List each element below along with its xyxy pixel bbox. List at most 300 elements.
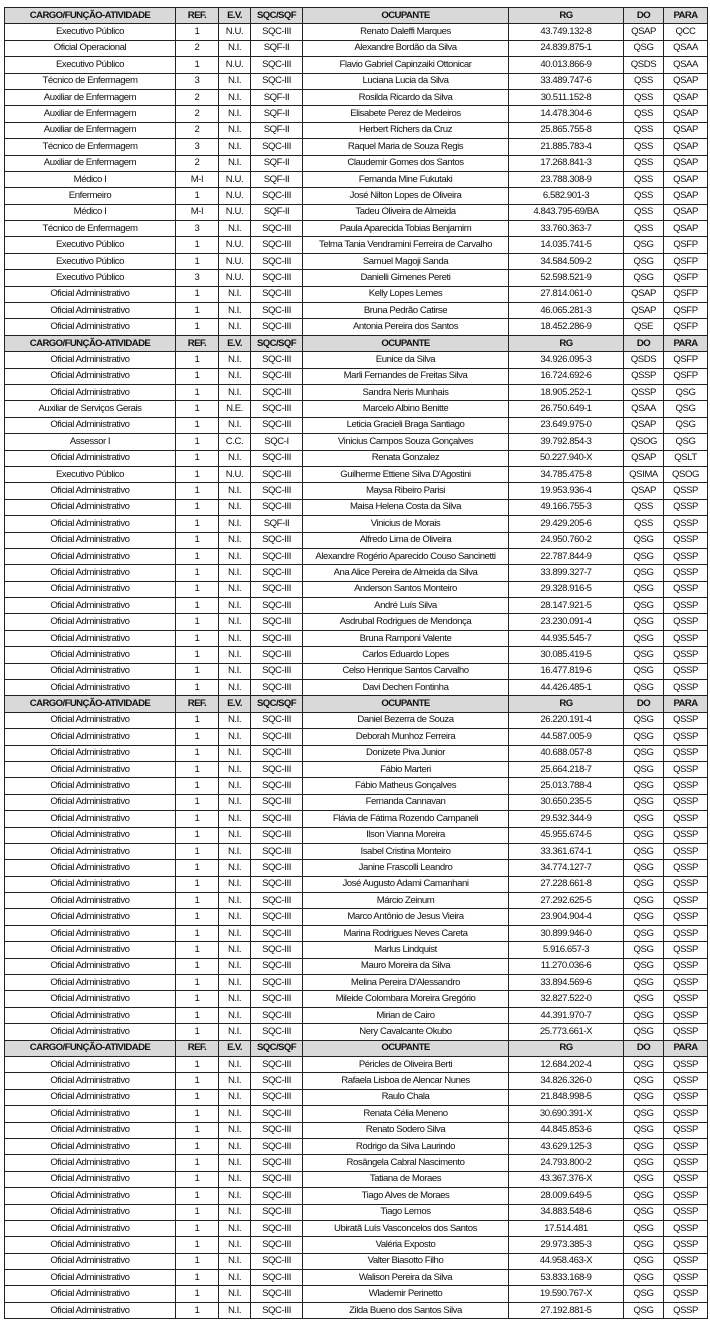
cell-rg: 29.429.205-6 <box>509 516 624 532</box>
cell-ev: N.I. <box>219 450 251 466</box>
column-header-ref: REF. <box>176 1040 219 1056</box>
cell-sqc-sqf: SQC-III <box>251 581 303 597</box>
cell-cargo: Oficial Administrativo <box>5 1204 176 1220</box>
cell-para: QSSP <box>664 1204 708 1220</box>
cell-para: QSSP <box>664 925 708 941</box>
cell-ev: N.I. <box>219 598 251 614</box>
cell-sqc-sqf: SQC-III <box>251 1106 303 1122</box>
cell-ocupante: Luciana Lucia da Silva <box>303 73 509 89</box>
table-row <box>5 712 708 728</box>
cell-para: QSAP <box>664 73 708 89</box>
cell-para: QSG <box>664 434 708 450</box>
cell-rg: 17.514.481 <box>509 1220 624 1236</box>
cell-sqc-sqf: SQC-III <box>251 1220 303 1236</box>
cell-ev: N.I. <box>219 1171 251 1187</box>
table-row <box>5 1057 708 1073</box>
cell-ocupante: Marina Rodrigues Neves Careta <box>303 925 509 941</box>
cell-para: QSSP <box>664 630 708 646</box>
cell-cargo: Oficial Administrativo <box>5 1286 176 1302</box>
cell-ocupante: Asdrubal Rodrigues de Mendonça <box>303 614 509 630</box>
cell-cargo: Oficial Administrativo <box>5 1220 176 1236</box>
cell-para: QSSP <box>664 647 708 663</box>
cell-ocupante: Alexandre Bordão da Silva <box>303 40 509 56</box>
cell-para: QSSP <box>664 663 708 679</box>
table-row <box>5 1237 708 1253</box>
cell-cargo: Oficial Administrativo <box>5 761 176 777</box>
cell-para: QSFP <box>664 286 708 302</box>
cell-para: QSAP <box>664 204 708 220</box>
column-header-para: PARA <box>664 1040 708 1056</box>
cell-ref: 1 <box>176 434 219 450</box>
cell-ref: 2 <box>176 155 219 171</box>
cell-rg: 27.814.061-0 <box>509 286 624 302</box>
cell-do: QSG <box>624 1122 664 1138</box>
cell-ev: N.U. <box>219 24 251 40</box>
cell-cargo: Oficial Administrativo <box>5 1106 176 1122</box>
cell-sqc-sqf: SQC-III <box>251 991 303 1007</box>
cell-sqc-sqf: SQC-III <box>251 876 303 892</box>
table-row <box>5 811 708 827</box>
cell-sqc-sqf: SQC-III <box>251 942 303 958</box>
cell-sqc-sqf: SQF-II <box>251 122 303 138</box>
table-row <box>5 663 708 679</box>
cell-ocupante: Valter Biasotto Filho <box>303 1253 509 1269</box>
cell-do: QSG <box>624 532 664 548</box>
cell-para: QSAP <box>664 221 708 237</box>
cell-do: QSSP <box>624 384 664 400</box>
cell-sqc-sqf: SQC-III <box>251 1237 303 1253</box>
cell-cargo: Oficial Administrativo <box>5 532 176 548</box>
table-row <box>5 1286 708 1302</box>
column-header-sqc-sqf: SQC/SQF <box>251 1040 303 1056</box>
cell-para: QSSP <box>664 811 708 827</box>
cell-do: QSS <box>624 171 664 187</box>
table-row <box>5 598 708 614</box>
table-row <box>5 122 708 138</box>
table-row <box>5 745 708 761</box>
cell-para: QSSP <box>664 1302 708 1318</box>
column-header-do: DO <box>624 335 664 351</box>
cell-do: QSG <box>624 794 664 810</box>
table-row <box>5 876 708 892</box>
cell-cargo: Oficial Administrativo <box>5 1270 176 1286</box>
cell-do: QSAA <box>624 401 664 417</box>
table-row <box>5 925 708 941</box>
cell-ev: N.I. <box>219 139 251 155</box>
cell-sqc-sqf: SQC-III <box>251 1073 303 1089</box>
table-row <box>5 188 708 204</box>
cell-sqc-sqf: SQC-III <box>251 794 303 810</box>
cell-do: QSG <box>624 991 664 1007</box>
cell-para: QSSP <box>664 565 708 581</box>
column-header-sqc-sqf: SQC/SQF <box>251 335 303 351</box>
cell-ocupante: Tatiana de Moraes <box>303 1171 509 1187</box>
cell-ev: N.I. <box>219 712 251 728</box>
table-row <box>5 975 708 991</box>
cell-cargo: Oficial Administrativo <box>5 876 176 892</box>
cell-para: QSAA <box>664 57 708 73</box>
cell-sqc-sqf: SQC-III <box>251 778 303 794</box>
cell-cargo: Oficial Administrativo <box>5 565 176 581</box>
column-header-ocupante: OCUPANTE <box>303 335 509 351</box>
cell-do: QSS <box>624 139 664 155</box>
cell-ev: N.I. <box>219 565 251 581</box>
cell-ev: N.I. <box>219 876 251 892</box>
cell-ev: N.I. <box>219 155 251 171</box>
cell-rg: 34.785.475-8 <box>509 466 624 482</box>
cell-cargo: Oficial Administrativo <box>5 942 176 958</box>
cell-ev: N.I. <box>219 89 251 105</box>
cell-cargo: Oficial Administrativo <box>5 647 176 663</box>
cell-ref: 1 <box>176 975 219 991</box>
cell-para: QSSP <box>664 958 708 974</box>
cell-ocupante: Fábio Marteri <box>303 761 509 777</box>
cell-para: QSSP <box>664 1024 708 1040</box>
cell-ev: N.I. <box>219 417 251 433</box>
cell-ocupante: Valéria Exposto <box>303 1237 509 1253</box>
cell-ocupante: Paula Aparecida Tobias Benjamim <box>303 221 509 237</box>
cell-ocupante: Sandra Neris Munhais <box>303 384 509 400</box>
table-row <box>5 532 708 548</box>
cell-ocupante: Elisabete Perez de Medeiros <box>303 106 509 122</box>
cell-ocupante: Alexandre Rogério Aparecido Couso Sancinetti <box>303 548 509 564</box>
cell-para: QSSP <box>664 909 708 925</box>
cell-cargo: Auxiliar de Enfermagem <box>5 89 176 105</box>
table-row <box>5 401 708 417</box>
cell-cargo: Oficial Administrativo <box>5 811 176 827</box>
cell-ocupante: Isabel Cristina Monteiro <box>303 843 509 859</box>
cell-ref: 1 <box>176 1302 219 1318</box>
cell-sqc-sqf: SQC-III <box>251 1286 303 1302</box>
cell-ref: 1 <box>176 843 219 859</box>
cell-ocupante: Tiago Alves de Moraes <box>303 1188 509 1204</box>
cell-ev: N.I. <box>219 614 251 630</box>
cell-rg: 27.292.625-5 <box>509 893 624 909</box>
cell-ocupante: Rosângela Cabral Nascimento <box>303 1155 509 1171</box>
cell-ev: N.U. <box>219 270 251 286</box>
table-row <box>5 237 708 253</box>
cell-ev: N.I. <box>219 630 251 646</box>
cell-ev: N.I. <box>219 761 251 777</box>
cell-cargo: Oficial Administrativo <box>5 925 176 941</box>
cell-ref: 1 <box>176 368 219 384</box>
table-row <box>5 1007 708 1023</box>
cell-cargo: Oficial Administrativo <box>5 827 176 843</box>
cell-rg: 44.391.970-7 <box>509 1007 624 1023</box>
cell-do: QSG <box>624 565 664 581</box>
cell-ocupante: Renata Célia Meneno <box>303 1106 509 1122</box>
cell-ocupante: Rodrigo da Silva Laurindo <box>303 1138 509 1154</box>
cell-rg: 33.899.327-7 <box>509 565 624 581</box>
cell-sqc-sqf: SQC-III <box>251 598 303 614</box>
cell-rg: 46.065.281-3 <box>509 303 624 319</box>
cell-cargo: Oficial Administrativo <box>5 1138 176 1154</box>
table-row <box>5 450 708 466</box>
cell-para: QSSP <box>664 1007 708 1023</box>
cell-sqc-sqf: SQC-III <box>251 352 303 368</box>
cell-do: QSAP <box>624 24 664 40</box>
column-header-do: DO <box>624 8 664 24</box>
table-row <box>5 1024 708 1040</box>
cell-para: QSSP <box>664 499 708 515</box>
cell-sqc-sqf: SQC-III <box>251 1270 303 1286</box>
cell-ref: 1 <box>176 352 219 368</box>
table-row <box>5 909 708 925</box>
cell-para: QSSP <box>664 614 708 630</box>
cell-para: QSG <box>664 401 708 417</box>
cell-para: QSSP <box>664 745 708 761</box>
cell-ocupante: José Nilton Lopes de Oliveira <box>303 188 509 204</box>
cell-cargo: Oficial Administrativo <box>5 581 176 597</box>
cell-sqc-sqf: SQC-III <box>251 483 303 499</box>
cell-cargo: Oficial Administrativo <box>5 368 176 384</box>
cell-ref: 1 <box>176 942 219 958</box>
cell-ocupante: Deborah Munhoz Ferreira <box>303 729 509 745</box>
cell-sqc-sqf: SQC-III <box>251 975 303 991</box>
cell-ocupante: Janine Frascolli Leandro <box>303 860 509 876</box>
cell-ocupante: Marlus Lindquist <box>303 942 509 958</box>
cell-rg: 44.587.005-9 <box>509 729 624 745</box>
cell-rg: 44.845.853-6 <box>509 1122 624 1138</box>
column-header-para: PARA <box>664 335 708 351</box>
cell-do: QSDS <box>624 57 664 73</box>
cell-sqc-sqf: SQC-III <box>251 24 303 40</box>
cell-ev: N.U. <box>219 237 251 253</box>
cell-ref: 3 <box>176 73 219 89</box>
cell-rg: 24.950.760-2 <box>509 532 624 548</box>
cell-ref: 1 <box>176 499 219 515</box>
cell-sqc-sqf: SQC-III <box>251 761 303 777</box>
cell-do: QSG <box>624 680 664 696</box>
cell-para: QSSP <box>664 843 708 859</box>
table-row <box>5 1220 708 1236</box>
cell-sqc-sqf: SQC-III <box>251 57 303 73</box>
cell-ref: 1 <box>176 1007 219 1023</box>
cell-do: QSG <box>624 1302 664 1318</box>
table-row <box>5 1155 708 1171</box>
cell-sqc-sqf: SQC-III <box>251 1171 303 1187</box>
cell-ev: N.I. <box>219 286 251 302</box>
cell-cargo: Oficial Administrativo <box>5 286 176 302</box>
cell-ev: N.I. <box>219 1253 251 1269</box>
cell-do: QSG <box>624 1286 664 1302</box>
cell-sqc-sqf: SQC-III <box>251 139 303 155</box>
cell-para: QSSP <box>664 483 708 499</box>
cell-rg: 11.270.036-6 <box>509 958 624 974</box>
cell-do: QSG <box>624 712 664 728</box>
cell-do: QSG <box>624 1073 664 1089</box>
cell-do: QSG <box>624 909 664 925</box>
cell-ev: N.I. <box>219 1286 251 1302</box>
column-header-ev: E.V. <box>219 8 251 24</box>
cell-rg: 23.649.975-0 <box>509 417 624 433</box>
table-row <box>5 548 708 564</box>
cell-do: QSS <box>624 155 664 171</box>
cell-cargo: Oficial Administrativo <box>5 729 176 745</box>
cell-ev: N.I. <box>219 581 251 597</box>
cell-do: QSG <box>624 1155 664 1171</box>
cell-ref: 1 <box>176 24 219 40</box>
cell-sqc-sqf: SQC-III <box>251 565 303 581</box>
cell-para: QSSP <box>664 794 708 810</box>
cell-cargo: Oficial Administrativo <box>5 450 176 466</box>
cell-para: QSSP <box>664 1073 708 1089</box>
column-header-ocupante: OCUPANTE <box>303 696 509 712</box>
cell-ref: 1 <box>176 1057 219 1073</box>
cell-ev: N.I. <box>219 843 251 859</box>
cell-ev: N.I. <box>219 1204 251 1220</box>
cell-ocupante: Marli Fernandes de Freitas Silva <box>303 368 509 384</box>
cell-ref: 1 <box>176 1155 219 1171</box>
cell-sqc-sqf: SQC-III <box>251 368 303 384</box>
column-header-rg: RG <box>509 1040 624 1056</box>
cell-cargo: Oficial Administrativo <box>5 499 176 515</box>
cell-cargo: Assessor I <box>5 434 176 450</box>
cell-sqc-sqf: SQC-III <box>251 384 303 400</box>
cell-sqc-sqf: SQC-III <box>251 221 303 237</box>
cell-ref: 1 <box>176 303 219 319</box>
cell-para: QSSP <box>664 1171 708 1187</box>
cell-cargo: Oficial Administrativo <box>5 1007 176 1023</box>
cell-cargo: Oficial Administrativo <box>5 384 176 400</box>
cell-ref: 1 <box>176 827 219 843</box>
table-row <box>5 516 708 532</box>
cell-sqc-sqf: SQC-III <box>251 958 303 974</box>
cell-do: QSG <box>624 1007 664 1023</box>
cell-ocupante: Raulo Chala <box>303 1089 509 1105</box>
cell-sqc-sqf: SQF-II <box>251 89 303 105</box>
cell-rg: 34.584.509-2 <box>509 253 624 269</box>
cell-sqc-sqf: SQC-III <box>251 909 303 925</box>
cell-para: QSSP <box>664 516 708 532</box>
cell-ocupante: Antonia Pereira dos Santos <box>303 319 509 335</box>
cell-para: QSSP <box>664 860 708 876</box>
cell-ev: N.I. <box>219 925 251 941</box>
cell-sqc-sqf: SQC-III <box>251 647 303 663</box>
cell-ref: 1 <box>176 598 219 614</box>
cell-cargo: Oficial Administrativo <box>5 630 176 646</box>
cell-sqc-sqf: SQC-III <box>251 827 303 843</box>
cell-ocupante: Guilherme Ettiene Silva D'Agostini <box>303 466 509 482</box>
cell-rg: 26.750.649-1 <box>509 401 624 417</box>
table-row <box>5 827 708 843</box>
cell-para: QSSP <box>664 778 708 794</box>
cell-para: QSFP <box>664 368 708 384</box>
cell-cargo: Executivo Público <box>5 237 176 253</box>
cell-rg: 50.227.940-X <box>509 450 624 466</box>
cell-ref: 2 <box>176 40 219 56</box>
cell-ocupante: Rafaela Lisboa de Alencar Nunes <box>303 1073 509 1089</box>
column-header-sqc-sqf: SQC/SQF <box>251 8 303 24</box>
cell-do: QSE <box>624 319 664 335</box>
cell-ref: 1 <box>176 909 219 925</box>
cell-sqc-sqf: SQF-II <box>251 204 303 220</box>
cell-sqc-sqf: SQC-III <box>251 417 303 433</box>
table-row <box>5 139 708 155</box>
cell-ev: N.U. <box>219 253 251 269</box>
column-header-rg: RG <box>509 696 624 712</box>
cell-rg: 32.827.522-0 <box>509 991 624 1007</box>
table-row <box>5 860 708 876</box>
cell-para: QSSP <box>664 729 708 745</box>
cell-para: QSFP <box>664 352 708 368</box>
table-row <box>5 466 708 482</box>
cell-ev: N.I. <box>219 221 251 237</box>
cell-cargo: Oficial Administrativo <box>5 303 176 319</box>
cell-ocupante: José Augusto Adami Camanhani <box>303 876 509 892</box>
cell-cargo: Oficial Administrativo <box>5 516 176 532</box>
cell-ev: N.I. <box>219 1106 251 1122</box>
table-row <box>5 647 708 663</box>
cell-cargo: Executivo Público <box>5 24 176 40</box>
cell-ref: 1 <box>176 548 219 564</box>
cell-rg: 18.905.252-1 <box>509 384 624 400</box>
cell-rg: 34.883.548-6 <box>509 1204 624 1220</box>
cell-do: QSAP <box>624 417 664 433</box>
table-row <box>5 1089 708 1105</box>
cell-rg: 33.489.747-6 <box>509 73 624 89</box>
cell-rg: 17.268.841-3 <box>509 155 624 171</box>
cell-do: QSG <box>624 1237 664 1253</box>
cell-ev: N.I. <box>219 909 251 925</box>
cell-ref: 1 <box>176 565 219 581</box>
cell-cargo: Oficial Administrativo <box>5 680 176 696</box>
cell-ocupante: Eunice da Silva <box>303 352 509 368</box>
cell-ref: 1 <box>176 729 219 745</box>
cell-ocupante: Flávia de Fátima Rozendo Campaneli <box>303 811 509 827</box>
cell-do: QSG <box>624 975 664 991</box>
cell-ref: 1 <box>176 614 219 630</box>
cell-ev: N.I. <box>219 40 251 56</box>
cell-ocupante: Ilson Vianna Moreira <box>303 827 509 843</box>
cell-do: QSS <box>624 122 664 138</box>
cell-do: QSG <box>624 598 664 614</box>
table-row <box>5 761 708 777</box>
cell-ev: N.I. <box>219 368 251 384</box>
cell-cargo: Executivo Público <box>5 253 176 269</box>
cell-ref: 1 <box>176 57 219 73</box>
cell-cargo: Oficial Administrativo <box>5 958 176 974</box>
cell-ev: N.I. <box>219 1237 251 1253</box>
table-row <box>5 630 708 646</box>
cell-do: QSS <box>624 221 664 237</box>
cell-do: QSG <box>624 663 664 679</box>
cell-ref: 2 <box>176 106 219 122</box>
cell-do: QSS <box>624 89 664 105</box>
cell-cargo: Médico I <box>5 204 176 220</box>
cell-do: QSDS <box>624 352 664 368</box>
cell-sqc-sqf: SQC-III <box>251 253 303 269</box>
cell-do: QSG <box>624 237 664 253</box>
cell-rg: 53.833.168-9 <box>509 1270 624 1286</box>
cell-ref: 1 <box>176 417 219 433</box>
cell-ev: N.I. <box>219 647 251 663</box>
cell-para: QSSP <box>664 942 708 958</box>
cell-ocupante: Herbert Richers da Cruz <box>303 122 509 138</box>
cell-sqc-sqf: SQC-III <box>251 811 303 827</box>
cell-ref: 1 <box>176 319 219 335</box>
cell-ref: 1 <box>176 237 219 253</box>
cell-para: QSG <box>664 417 708 433</box>
cell-ev: N.I. <box>219 1089 251 1105</box>
table-row <box>5 1204 708 1220</box>
cell-rg: 39.792.854-3 <box>509 434 624 450</box>
cell-do: QSS <box>624 188 664 204</box>
cell-ev: N.I. <box>219 1302 251 1318</box>
cell-ocupante: Kelly Lopes Lemes <box>303 286 509 302</box>
column-header-ref: REF. <box>176 696 219 712</box>
cell-ev: N.I. <box>219 745 251 761</box>
